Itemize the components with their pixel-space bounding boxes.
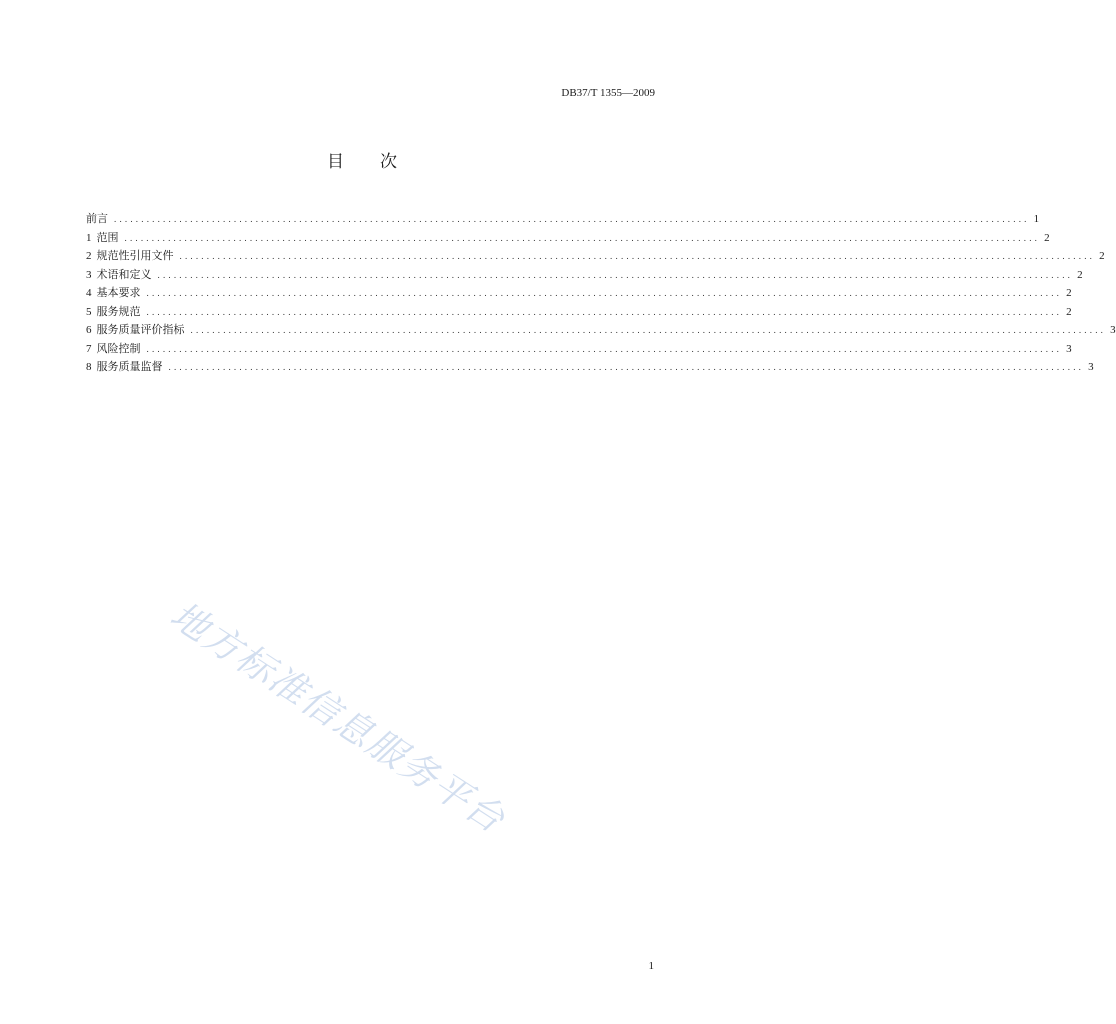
standard-code: DB37/T 1355—2009 — [561, 87, 655, 99]
toc-entry-page: 3 — [1088, 361, 1094, 373]
leader-dots: ........................................................................................................................................................................ — [157, 269, 1074, 280]
leader-dots: ........................................................................................................................................................................ — [114, 214, 1030, 224]
leader-dots: ........................................................................................................................................................................ — [190, 325, 1107, 335]
toc-entry-number: 3 — [86, 268, 92, 281]
toc-entry-number: 1 — [86, 231, 92, 244]
toc-entry-label: 术语和定义 — [96, 267, 152, 281]
toc-entry-number: 7 — [86, 342, 92, 355]
toc-entry-basic-requirements[interactable] — [86, 284, 1072, 303]
toc-entry-foreword[interactable] — [86, 210, 1040, 229]
leader-dots: ........................................................................................................................................................................ — [146, 288, 1063, 298]
leader-dots: ........................................................................................................................................................................ — [146, 343, 1063, 354]
toc-entry-label: 服务质量监督 — [96, 360, 163, 373]
toc-entry-quality-indicators[interactable] — [86, 321, 1116, 340]
toc-entry-normative-references[interactable] — [86, 247, 1105, 266]
toc-entry-page: 1 — [1033, 213, 1040, 225]
page-number: 1 — [648, 960, 654, 972]
toc-entry-number: 4 — [86, 287, 92, 299]
title-char-1: 目 — [327, 152, 344, 172]
toc-entry-number: 6 — [86, 324, 92, 336]
leader-dots: ........................................................................................................................................................................ — [179, 251, 1096, 261]
leader-dots: ........................................................................................................................................................................ — [124, 232, 1041, 243]
toc-entry-label: 基本要求 — [96, 286, 141, 299]
toc-entry-scope[interactable] — [86, 229, 1050, 248]
toc-entry-service-specification[interactable] — [86, 303, 1072, 322]
page-title — [0, 151, 724, 173]
toc-entry-page: 3 — [1110, 324, 1116, 336]
toc-entry-label: 服务规范 — [96, 304, 141, 318]
toc-entry-page: 3 — [1066, 342, 1072, 355]
toc-entry-quality-supervision[interactable] — [86, 358, 1094, 377]
leader-dots: ........................................................................................................................................................................ — [146, 306, 1063, 317]
toc-entry-page: 2 — [1066, 287, 1072, 299]
title-char-2: 次 — [380, 152, 397, 172]
toc-entry-number: 8 — [86, 361, 92, 373]
toc-entry-label: 规范性引用文件 — [96, 249, 174, 262]
watermark: 地方标准信息服务平台 — [162, 593, 514, 842]
toc-entry-terms-definitions[interactable] — [86, 266, 1083, 285]
toc-entry-number: 2 — [86, 250, 92, 262]
toc-entry-label: 风险控制 — [96, 341, 141, 355]
toc-entry-page: 2 — [1044, 231, 1050, 244]
toc-entry-page: 2 — [1077, 268, 1083, 281]
toc-entry-label: 前言 — [86, 212, 108, 225]
leader-dots: ........................................................................................................................................................................ — [168, 362, 1085, 372]
toc-entry-page: 2 — [1099, 250, 1105, 262]
toc-entry-label: 范围 — [96, 230, 119, 244]
table-of-contents — [86, 210, 1116, 377]
toc-entry-page: 2 — [1066, 305, 1072, 318]
toc-entry-risk-control[interactable] — [86, 340, 1072, 359]
toc-entry-number: 5 — [86, 305, 92, 318]
toc-entry-label: 服务质量评价指标 — [96, 323, 185, 336]
